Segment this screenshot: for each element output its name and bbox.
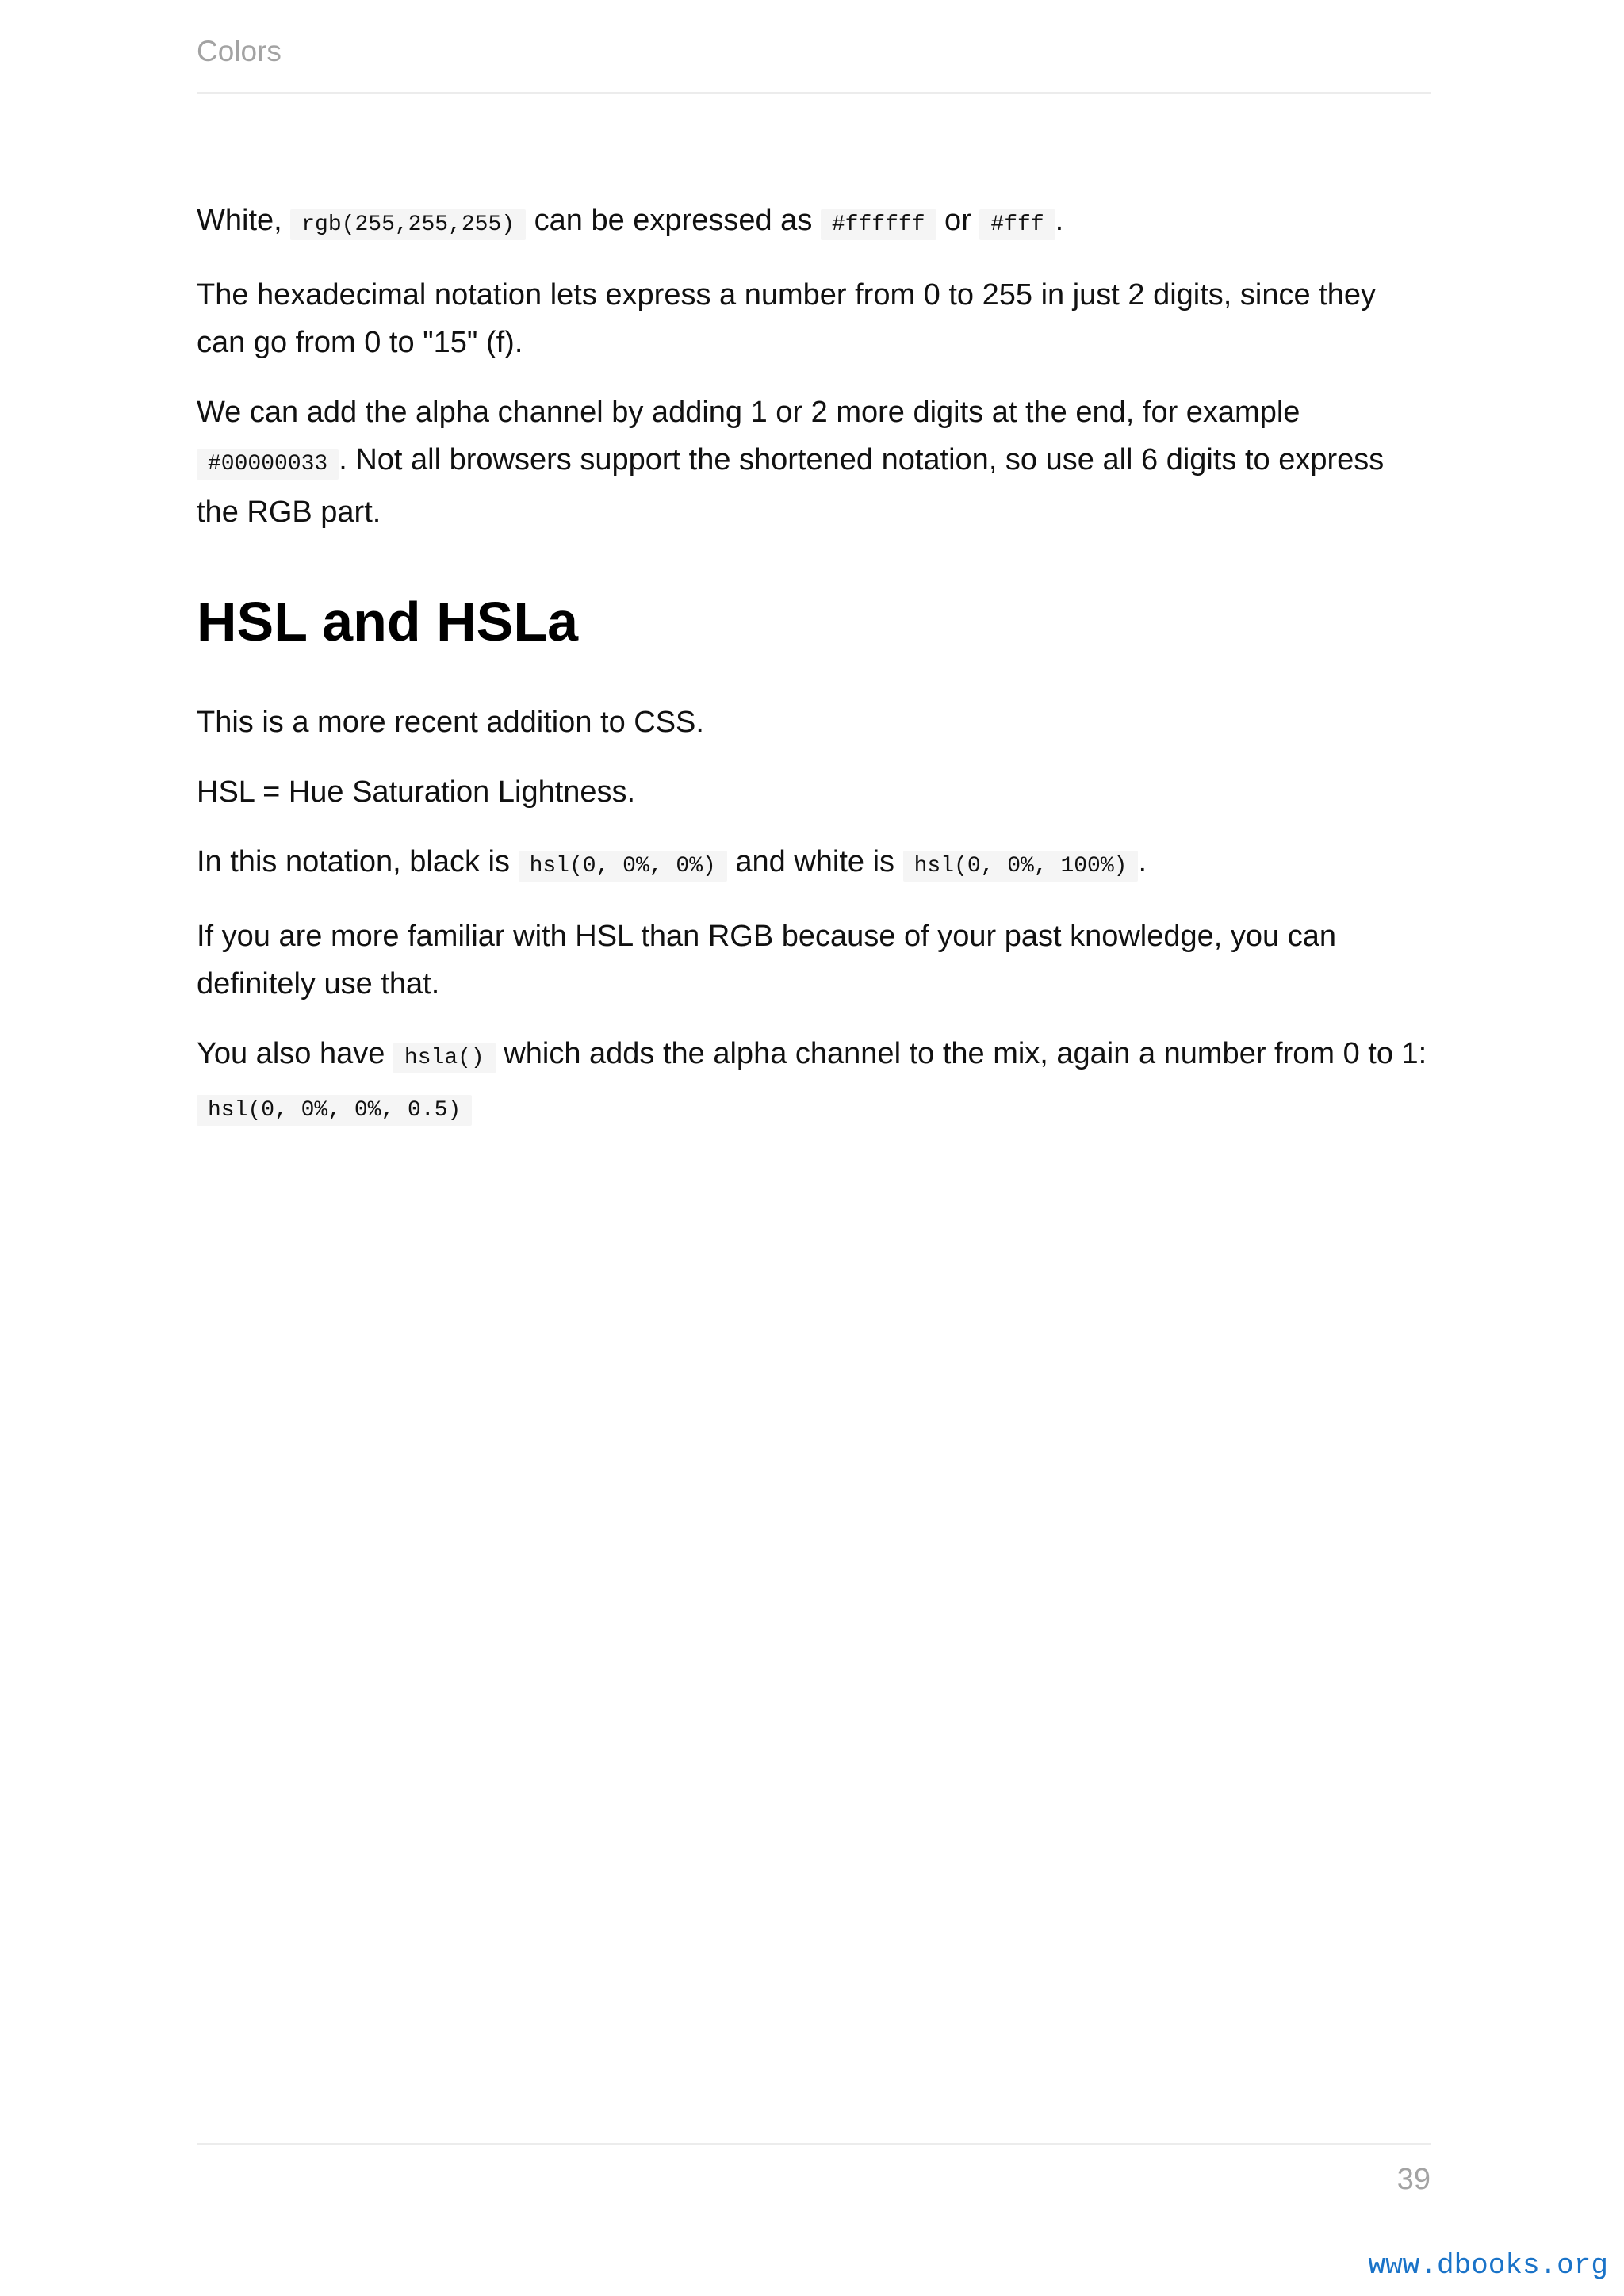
code-rgb-white: rgb(255,255,255) — [290, 209, 526, 240]
code-hsl-alpha-example: hsl(0, 0%, 0%, 0.5) — [197, 1095, 472, 1126]
paragraph-recent-addition: This is a more recent addition to CSS. — [197, 706, 704, 739]
paragraph-alpha-channel: We can add the alpha channel by adding 1 or 2 more digits at the end, for example #00000033 . Not all browsers support the shortened notation, so use all 6 digits to express the RGB part. — [197, 396, 1385, 529]
section-heading-hsl: HSL and HSLa — [197, 591, 579, 652]
paragraph-hsl-definition: HSL = Hue Saturation Lightness. — [197, 775, 636, 809]
watermark-link[interactable]: www.dbooks.org — [1368, 2249, 1608, 2282]
paragraph-hsl-black-white: In this notation, black is hsl(0, 0%, 0%) and white is hsl(0, 0%, 100%) . — [197, 838, 1431, 890]
paragraph-hex-notation: The hexadecimal notation lets express a number from 0 to 255 in just 2 digits, since they can go from 0 to "15" (f). — [197, 278, 1377, 359]
page-number: 39 — [1396, 2163, 1431, 2196]
code-hsla-function: hsla() — [393, 1043, 496, 1073]
code-hex-white-short: #fff — [979, 209, 1055, 240]
code-hsl-black: hsl(0, 0%, 0%) — [519, 851, 727, 882]
paragraph-hsl-familiar: If you are more familiar with HSL than RGB because of your past knowledge, you can definitely use that. — [197, 920, 1336, 1001]
paragraph-white-color: White, rgb(255,255,255) can be expressed as #ffffff or #fff . — [197, 197, 1431, 249]
paragraph-hsla: You also have hsla() which adds the alpha channel to the mix, again a number from 0 to 1: hsl(0, 0%, 0%, 0.5) — [197, 1030, 1431, 1135]
code-hex-alpha: #00000033 — [197, 449, 339, 480]
chapter-title: Colors — [197, 35, 282, 67]
code-hsl-white: hsl(0, 0%, 100%) — [903, 851, 1139, 882]
code-hex-white-long: #ffffff — [821, 209, 936, 240]
page-header — [197, 36, 1431, 94]
page-content — [197, 197, 1431, 1135]
footer-divider — [197, 2143, 1431, 2145]
